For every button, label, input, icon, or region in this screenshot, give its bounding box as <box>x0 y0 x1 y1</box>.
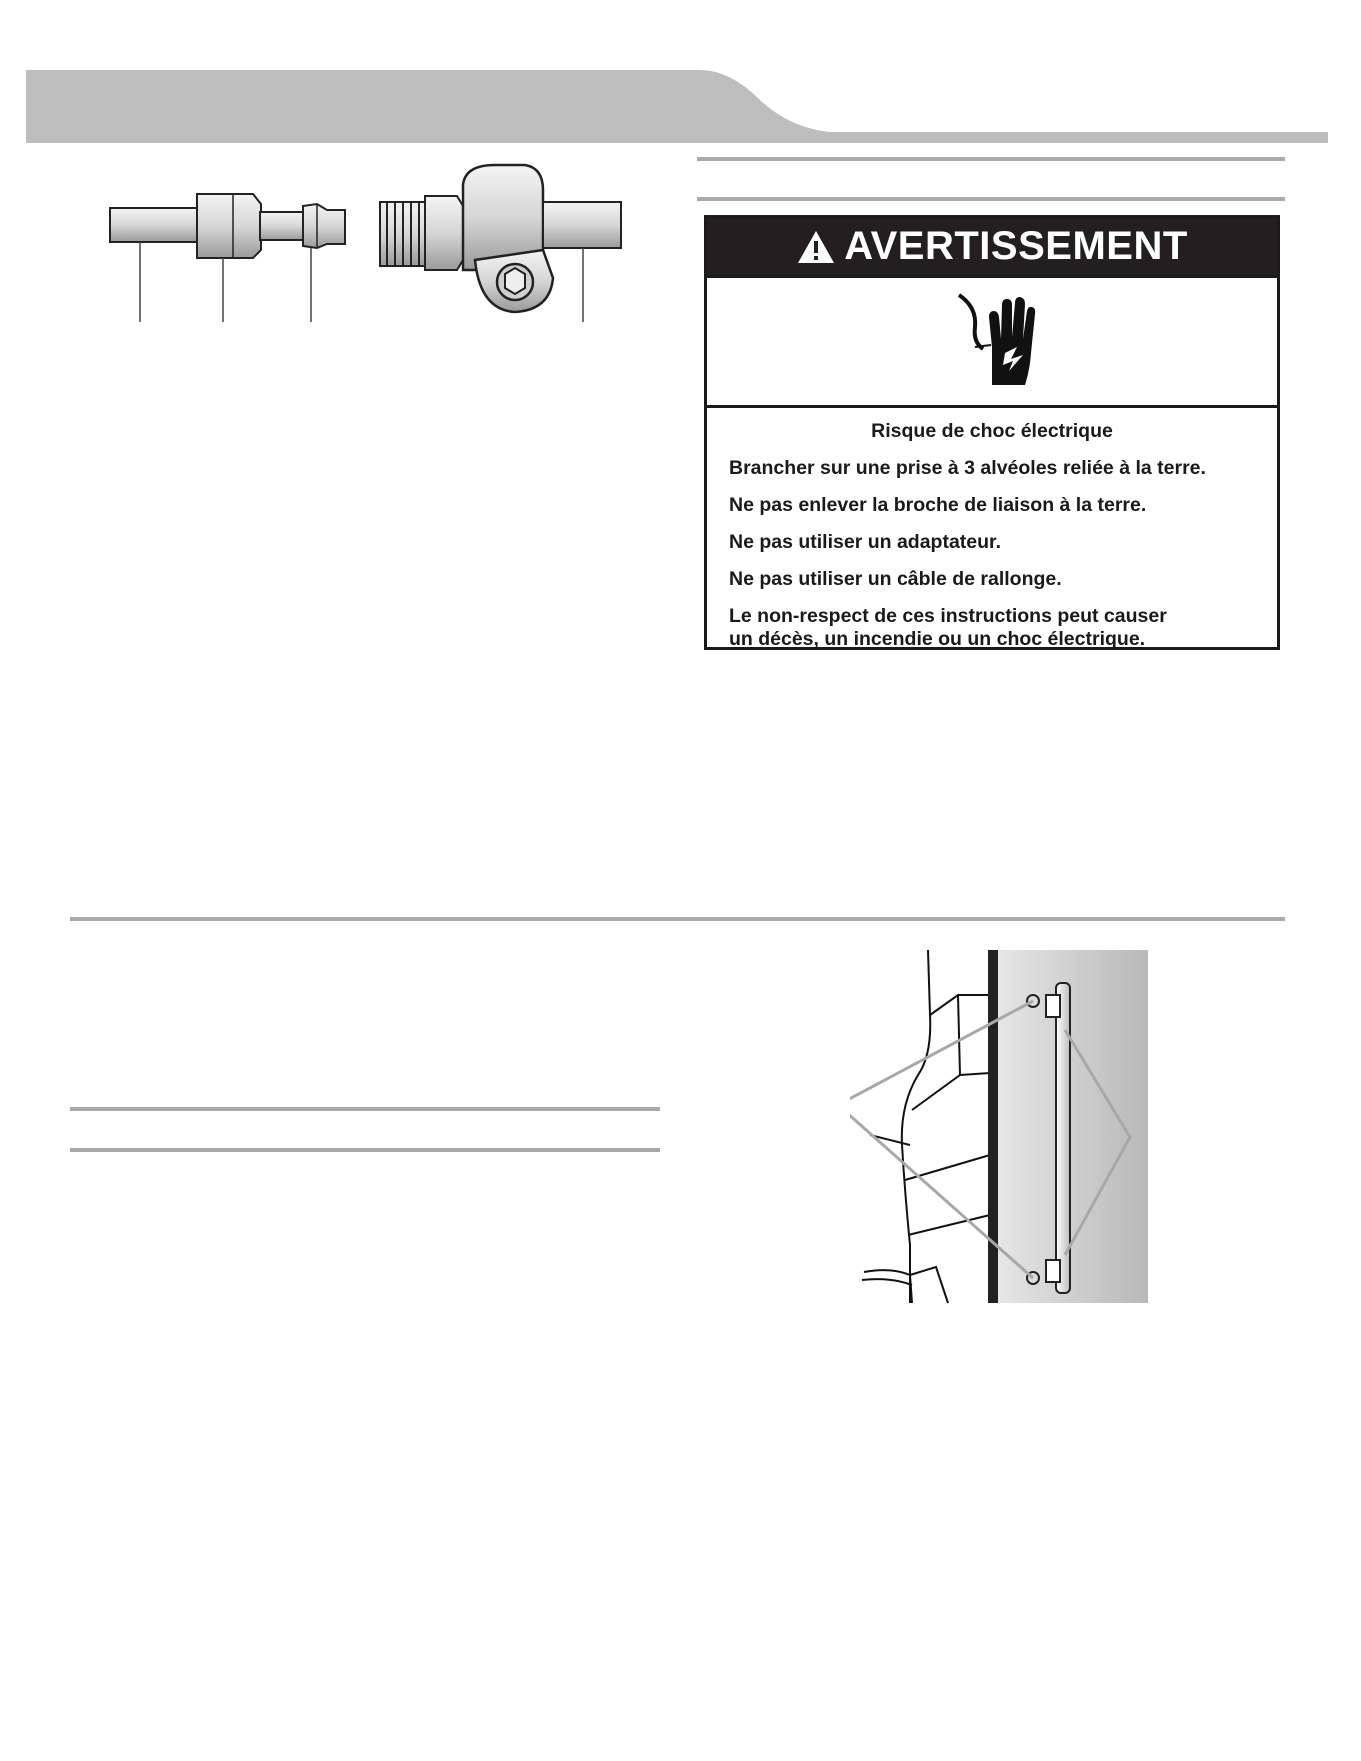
warning-instruction: Ne pas utiliser un adaptateur. <box>729 531 1001 553</box>
section-rule-top <box>697 157 1285 161</box>
warning-consequence: Le non-respect de ces instructions peut causer un décès, un incendie ou un choc électrique. <box>729 605 1167 650</box>
warning-instruction: Brancher sur une prise à 3 alvéoles reliée à la terre. <box>729 457 1206 479</box>
warning-text <box>707 408 1277 651</box>
electric-shock-hand-icon <box>947 287 1037 397</box>
header-band <box>0 0 1361 150</box>
subsection-rule-top <box>70 1107 660 1111</box>
warning-triangle-icon <box>796 229 836 265</box>
warning-icon-panel <box>707 275 1277 408</box>
warning-header <box>707 218 1277 275</box>
section-rule-under-heading <box>697 197 1285 201</box>
water-line-fitting-diagram <box>105 160 625 330</box>
warning-instruction: Ne pas enlever la broche de liaison à la terre. <box>729 494 1147 516</box>
electrical-warning-box <box>704 215 1280 650</box>
door-handle-diagram <box>850 945 1150 1305</box>
risk-title: Risque de choc électrique <box>871 420 1113 442</box>
subsection-rule-under-heading <box>70 1148 660 1152</box>
section-separator <box>70 917 1285 921</box>
warning-title: AVERTISSEMENT <box>844 224 1188 268</box>
warning-instruction: Ne pas utiliser un câble de rallonge. <box>729 568 1062 590</box>
